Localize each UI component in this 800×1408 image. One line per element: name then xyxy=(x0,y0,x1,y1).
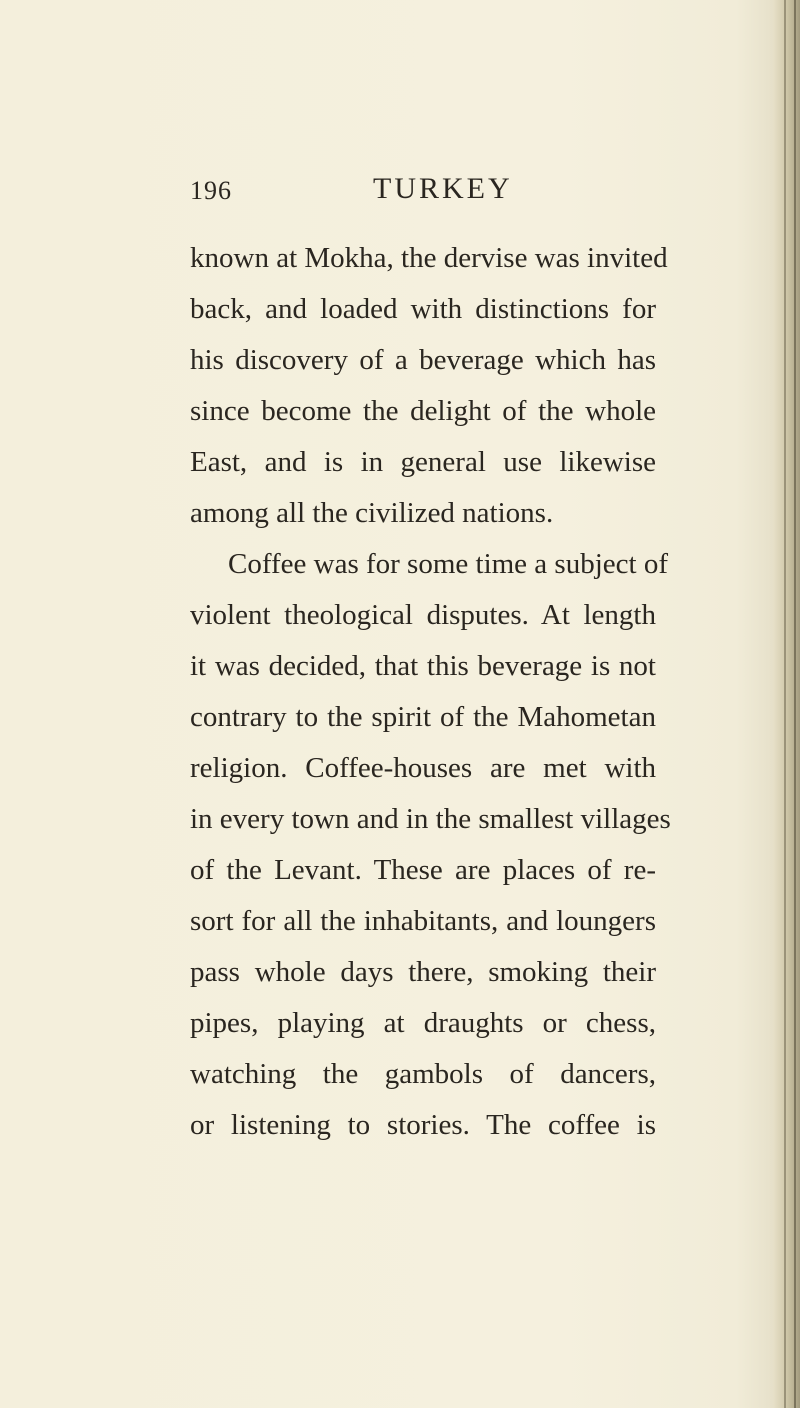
text-line: East, and is in general use likewise xyxy=(190,446,656,478)
text-line: back, and loaded with distinctions for xyxy=(190,293,656,325)
text-line: pass whole days there, smoking their xyxy=(190,956,656,988)
page-header xyxy=(190,172,650,212)
text-line: violent theological disputes. At length xyxy=(190,599,656,631)
text-line: watching the gambols of dancers, xyxy=(190,1058,656,1090)
text-line: among all the civilized nations. xyxy=(190,497,554,529)
text-line: pipes, playing at draughts or chess, xyxy=(190,1007,656,1039)
page-edge-line xyxy=(784,0,786,1408)
running-head: TURKEY xyxy=(373,172,513,205)
text-line: sort for all the inhabitants, and loungers xyxy=(190,905,656,937)
text-line: of the Levant. These are places of re- xyxy=(190,854,656,886)
page-number: 196 xyxy=(190,176,232,205)
body-text xyxy=(190,233,671,1151)
text-line: contrary to the spirit of the Mahometan xyxy=(190,701,656,733)
text-line: his discovery of a beverage which has xyxy=(190,344,656,376)
text-line: known at Mokha, the dervise was invited xyxy=(190,242,668,274)
page-edge-line xyxy=(794,0,796,1408)
text-line: since become the delight of the whole xyxy=(190,395,656,427)
text-line: it was decided, that this beverage is not xyxy=(190,650,656,682)
text-line: in every town and in the smallest villages xyxy=(190,803,671,835)
text-line: Coffee was for some time a subject of xyxy=(228,548,668,580)
text-line: religion. Coffee-houses are met with xyxy=(190,752,656,784)
text-line: or listening to stories. The coffee is xyxy=(190,1109,656,1141)
page-edge xyxy=(774,0,800,1408)
